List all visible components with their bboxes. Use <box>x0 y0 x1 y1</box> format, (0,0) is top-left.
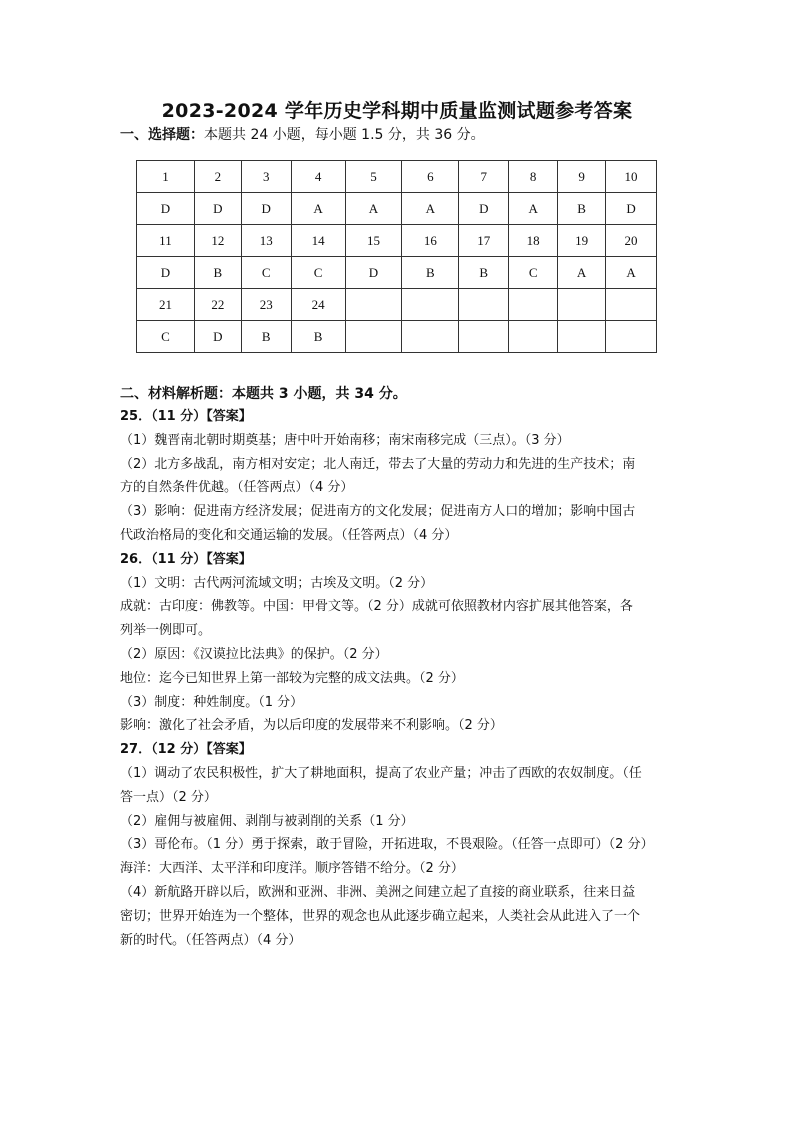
question-number-cell <box>345 289 402 321</box>
answer-cell <box>558 321 606 353</box>
table-row <box>137 289 657 321</box>
question-number-cell: 15 <box>345 225 402 257</box>
question-number-cell: 6 <box>402 161 459 193</box>
question-number-cell: 1 <box>137 161 195 193</box>
answer-cell: B <box>558 193 606 225</box>
question-number-cell: 14 <box>291 225 345 257</box>
answer-cell: D <box>194 321 241 353</box>
page-title: 2023-2024 学年历史学科期中质量监测试题参考答案 <box>161 100 633 122</box>
question-number-cell <box>459 289 509 321</box>
question-number-cell <box>509 289 558 321</box>
answer-cell: C <box>291 257 345 289</box>
q27-line: （1）调动了农民积极性，扩大了耕地面积，提高了农业产量；冲击了西欧的农奴制度。（任 <box>120 765 642 781</box>
question-number-cell: 3 <box>241 161 291 193</box>
table-row <box>137 161 657 193</box>
question-number-cell <box>606 289 657 321</box>
answer-cell: D <box>241 193 291 225</box>
answer-cell <box>509 321 558 353</box>
q26-header: 26．（11 分）【答案】 <box>120 551 252 567</box>
question-number-cell: 24 <box>291 289 345 321</box>
answer-cell <box>345 321 402 353</box>
question-number-cell: 22 <box>194 289 241 321</box>
answer-cell: B <box>194 257 241 289</box>
answer-cell: D <box>137 257 195 289</box>
answer-cell: A <box>606 257 657 289</box>
q27-line: 新的时代。（任答两点）（4 分） <box>120 932 302 948</box>
question-number-cell: 2 <box>194 161 241 193</box>
answers-body <box>120 405 680 952</box>
question-number-cell: 23 <box>241 289 291 321</box>
answer-cell: B <box>459 257 509 289</box>
q26-line: （2）原因：《汉谟拉比法典》的保护。（2 分） <box>120 646 388 662</box>
section2-heading: 二、材料解析题：本题共 3 小题，共 34 分。 <box>120 386 407 402</box>
answer-cell: A <box>402 193 459 225</box>
q27-line: （2）雇佣与被雇佣、剥削与被剥削的关系（1 分） <box>120 813 414 829</box>
question-number-cell: 8 <box>509 161 558 193</box>
question-number-cell: 19 <box>558 225 606 257</box>
answer-cell <box>402 321 459 353</box>
table-row <box>137 321 657 353</box>
answer-cell: D <box>606 193 657 225</box>
q27-line: （3）哥伦布。（1 分）勇于探索，敢于冒险，开拓进取，不畏艰险。（任答一点即可）（2 分） <box>120 837 654 853</box>
question-number-cell: 20 <box>606 225 657 257</box>
q27-line: 密切；世界开始连为一个整体，世界的观念也从此逐步确立起来，人类社会从此进入了一个 <box>120 908 641 924</box>
answer-cell: D <box>459 193 509 225</box>
section1-heading <box>120 124 485 144</box>
section1-label: 一、选择题： <box>120 127 204 143</box>
question-number-cell: 17 <box>459 225 509 257</box>
answer-cell: D <box>194 193 241 225</box>
table-row <box>137 257 657 289</box>
question-number-cell: 10 <box>606 161 657 193</box>
section1-desc: 本题共 24 小题，每小题 1.5 分，共 36 分。 <box>204 127 485 143</box>
q25-line: 代政治格局的变化和交通运输的发展。（任答两点）（4 分） <box>120 527 458 543</box>
answer-cell: A <box>558 257 606 289</box>
answer-cell: A <box>345 193 402 225</box>
question-number-cell: 21 <box>137 289 195 321</box>
question-number-cell: 5 <box>345 161 402 193</box>
q26-line: 地位：迄今已知世界上第一部较为完整的成文法典。（2 分） <box>120 670 464 686</box>
q26-line: （3）制度：种姓制度。（1 分） <box>120 694 304 710</box>
answer-cell: A <box>509 193 558 225</box>
answer-cell <box>459 321 509 353</box>
q25-line: （3）影响：促进南方经济发展；促进南方的文化发展；促进南方人口的增加；影响中国古 <box>120 504 636 520</box>
question-number-cell: 12 <box>194 225 241 257</box>
q26-line: 影响：激化了社会矛盾，为以后印度的发展带来不利影响。（2 分） <box>120 718 503 734</box>
answer-cell: C <box>137 321 195 353</box>
question-number-cell: 11 <box>137 225 195 257</box>
question-number-cell: 9 <box>558 161 606 193</box>
question-number-cell: 18 <box>509 225 558 257</box>
table-row <box>137 193 657 225</box>
q26-line: 成就：古印度：佛教等。中国：甲骨文等。（2 分）成就可依照教材内容扩展其他答案，各 <box>120 599 633 615</box>
question-number-cell <box>558 289 606 321</box>
q25-line: （2）北方多战乱，南方相对安定；北人南迁，带去了大量的劳动力和先进的生产技术；南 <box>120 456 636 472</box>
question-number-cell: 13 <box>241 225 291 257</box>
answer-cell: C <box>509 257 558 289</box>
answer-cell: D <box>137 193 195 225</box>
q26-line: （1）文明：古代两河流域文明；古埃及文明。（2 分） <box>120 575 434 591</box>
q27-line: 答一点）（2 分） <box>120 789 217 805</box>
answer-table <box>136 160 657 353</box>
q27-header: 27．（12 分）【答案】 <box>120 742 252 758</box>
q27-line: （4）新航路开辟以后，欧洲和亚洲、非洲、美洲之间建立起了直接的商业联系，往来日益 <box>120 884 636 900</box>
answer-cell: B <box>402 257 459 289</box>
q25-line: （1）魏晋南北朝时期奠基；唐中叶开始南移；南宋南移完成（三点）。（3 分） <box>120 432 570 448</box>
question-number-cell <box>402 289 459 321</box>
answer-cell: B <box>291 321 345 353</box>
answer-cell: C <box>241 257 291 289</box>
question-number-cell: 4 <box>291 161 345 193</box>
question-number-cell: 16 <box>402 225 459 257</box>
q27-line: 海洋：大西洋、太平洋和印度洋。顺序答错不给分。（2 分） <box>120 861 464 877</box>
question-number-cell: 7 <box>459 161 509 193</box>
q25-header: 25．（11 分）【答案】 <box>120 409 252 424</box>
answer-cell: B <box>241 321 291 353</box>
table-row <box>137 225 657 257</box>
q25-line: 方的自然条件优越。（任答两点）（4 分） <box>120 480 354 496</box>
q26-line: 列举一例即可。 <box>120 623 212 639</box>
answer-cell <box>606 321 657 353</box>
answer-cell: A <box>291 193 345 225</box>
answer-cell: D <box>345 257 402 289</box>
